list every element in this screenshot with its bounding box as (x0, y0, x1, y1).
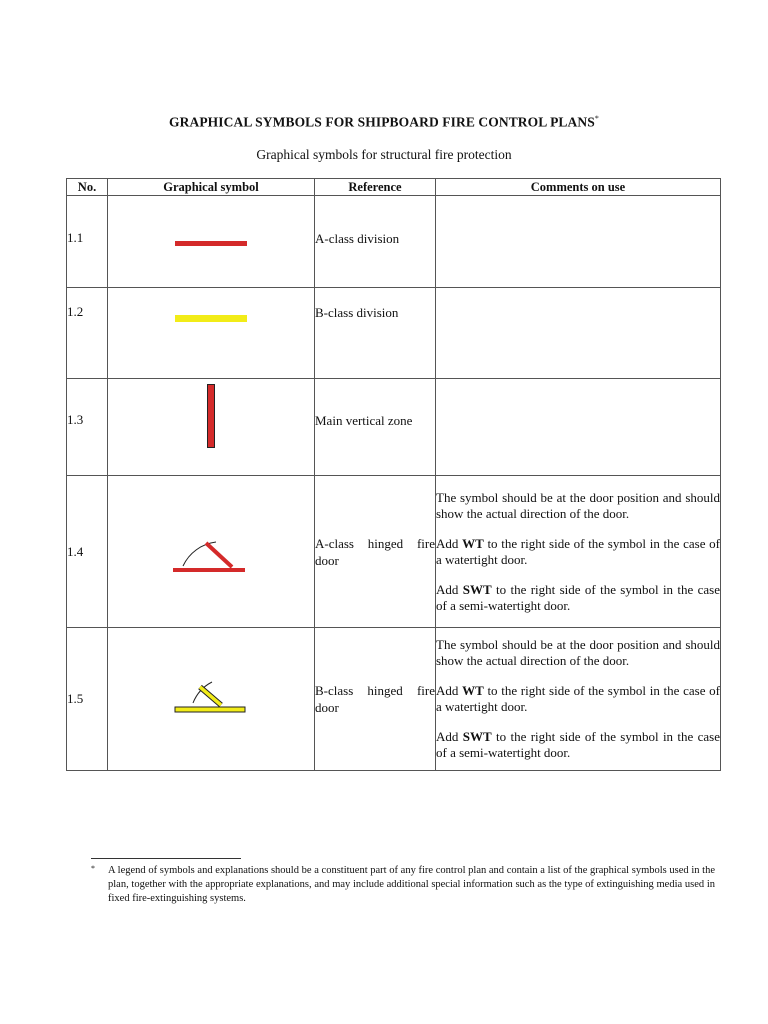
reference-cell: Main vertical zone (315, 379, 436, 476)
header-symbol: Graphical symbol (108, 179, 315, 196)
table-row (67, 196, 721, 288)
wt-code: WT (462, 535, 484, 551)
table-row (67, 476, 721, 628)
footnote-marker: * (91, 864, 95, 873)
comments-cell (436, 288, 721, 379)
b-class-hinged-door-symbol (171, 678, 251, 718)
reference-cell: B-class division (315, 288, 436, 379)
comment-paragraph: Add SWT to the right side of the symbol in the case of a semi-watertight door. (436, 581, 721, 613)
reference-cell: A-class division (315, 196, 436, 288)
comment-paragraph: Add SWT to the right side of the symbol in the case of a semi-watertight door. (436, 729, 721, 760)
symbol-cell (108, 288, 315, 379)
header-no: No. (67, 179, 108, 196)
comment-paragraph: The symbol should be at the door position and should show the actual direction of the door. (436, 489, 720, 521)
symbol-cell (108, 628, 315, 771)
b-class-division-symbol (175, 315, 247, 322)
door-wall (175, 707, 245, 712)
footnote (91, 864, 715, 906)
comment-paragraph: Add WT to the right side of the symbol in the case of a watertight door. (436, 535, 720, 567)
symbols-table (66, 178, 721, 771)
comments-cell (436, 628, 721, 771)
reference-cell: B-class hinged fire door (315, 628, 436, 771)
comments-cell (436, 476, 721, 628)
a-class-hinged-door-symbol (171, 537, 251, 577)
door-leaf (206, 543, 232, 567)
comments-cell (436, 379, 721, 476)
table-row (67, 379, 721, 476)
symbol-cell (108, 196, 315, 288)
reference-cell: A-class hinged fire door (315, 476, 436, 628)
comments-cell (436, 196, 721, 288)
header-reference: Reference (315, 179, 436, 196)
a-class-division-symbol (175, 241, 247, 246)
title-footnote-marker: * (594, 114, 599, 123)
title-text: GRAPHICAL SYMBOLS FOR SHIPBOARD FIRE CONTROL PLANS (169, 114, 595, 130)
row-number: 1.1 (67, 196, 108, 288)
row-number: 1.3 (67, 379, 108, 476)
header-comments: Comments on use (436, 179, 721, 196)
swt-code: SWT (462, 729, 492, 744)
footnote-text: A legend of symbols and explanations should be a constituent part of any fire control plan and contain a list of the graphical symbols used in the plan, together with the appropriate explanations, and may include additional special information such as the type of extinguishing media used in fixed fire-extinguishing systems. (108, 865, 715, 904)
comment-paragraph: The symbol should be at the door position and should show the actual direction of the door. (436, 637, 720, 668)
page-title (0, 114, 768, 131)
door-leaf (200, 687, 221, 705)
table-row (67, 288, 721, 379)
table-header-row (67, 179, 721, 196)
symbol-cell (108, 379, 315, 476)
row-number: 1.5 (67, 628, 108, 771)
swt-code: SWT (462, 581, 492, 597)
row-number: 1.2 (67, 288, 108, 379)
table-caption: Graphical symbols for structural fire protection (256, 147, 512, 162)
table-row (67, 628, 721, 771)
footnote-separator (91, 858, 241, 859)
row-number: 1.4 (67, 476, 108, 628)
main-vertical-zone-symbol (207, 384, 215, 448)
comment-paragraph: Add WT to the right side of the symbol in the case of a watertight door. (436, 683, 720, 714)
symbol-cell (108, 476, 315, 628)
wt-code: WT (462, 683, 484, 698)
